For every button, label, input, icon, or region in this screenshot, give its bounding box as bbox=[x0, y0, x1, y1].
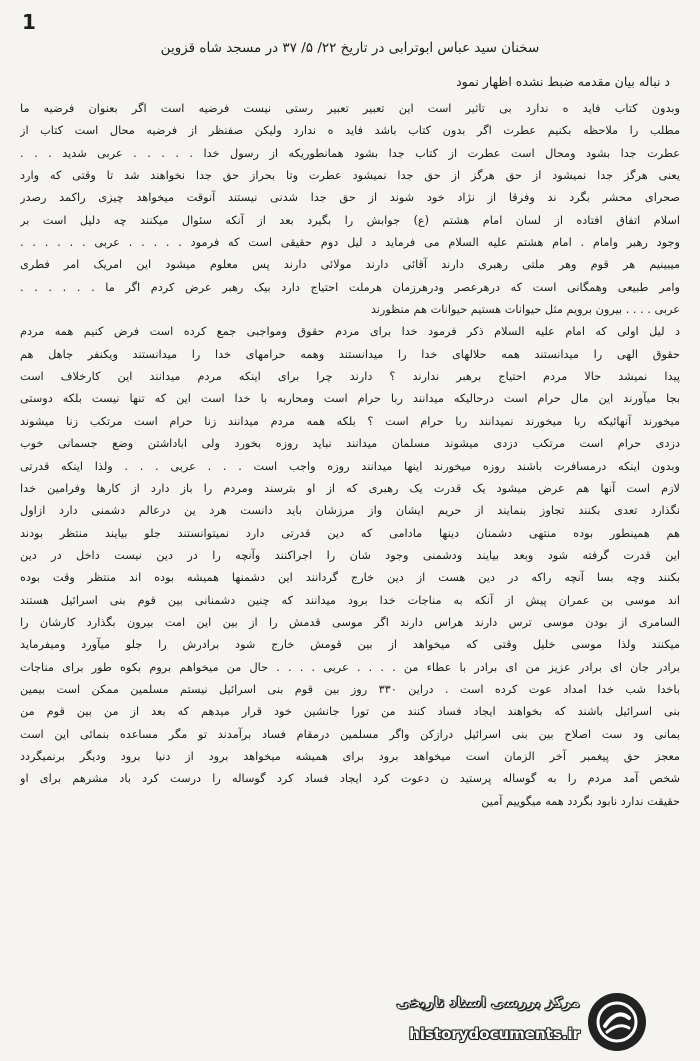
body-line: اند موسی بن عمران پیش از آنکه به مناجات خدا برود میدانند که چنین دشمنانی بین قوم بنی اسرائیل هستند bbox=[20, 593, 680, 607]
body-line: وبدون کتاب فاید ه ندارد بی تاثیر است این تعبیر تعبیر رستی نیست فرضیه است اگر بعنوان فرضیه ما bbox=[20, 102, 680, 115]
body-line: بنی اسرائیل باشند که بخواهند ایجاد فساد کنند من تورا جانشین خود قرار میدهم که بعد از من بین قوم من bbox=[20, 705, 680, 719]
body-line: هم همینطور بوده منتهی دشمنان دینها مادامی که دین قدرتی دارد نمیتوانستند جلو بیایند منتظر بودند bbox=[20, 526, 680, 540]
archive-logo-icon bbox=[588, 993, 646, 1051]
document-title: سخنان سید عباس ابوترابی در تاریخ ۲۲/ ۵/ ۳۷ در مسجد شاه قزوین bbox=[160, 40, 540, 56]
body-line: د لیل اولی که امام علیه السلام ذکر فرمود خدا برای مردم حقوق ومواجبی جمع کرده است فرض کنیم همه مردم bbox=[20, 325, 680, 339]
body-line: حقوق الهی را میدانستند همه حلالهای خدا را میدانستند وهمه حرامهای خدا را میدانستند ویکنفر جاهل هم bbox=[20, 347, 680, 361]
body-line: این قدرت گرفته شود وبعد بیایند ودشمنی وجود شان را اجراکنند وآنچه را در دین نیست داخل در دین bbox=[20, 548, 680, 562]
body-line: بکنند وچه بسا آنچه راکه در دین هست از دین خارج گردانند این دشمنها همیشه بوده اند منتظر وقت بوده bbox=[20, 571, 680, 585]
body-line: بجا میآورند این مال حرام است درحالیکه میدانند ربا حرام است ومحاربه با خدا است این که تنها نیست بلکه دوستی bbox=[20, 392, 680, 406]
body-line: بمانی ود ست اصلاح بین بنی اسرائیل درازکن واگر مسلمین درمقام فساد برآمدند تو مگر مساعده بنمائی این است bbox=[20, 727, 680, 741]
body-line: میبینیم هر قوم وهر ملتی رهبری دارند آقائی دارند مولائی دارند پس معلوم میشود این امریک امر فطری bbox=[20, 258, 680, 272]
body-line: مطلب را ملاحظه بکنیم عطرت اگر بدون کتاب باشد فاید ه ندارد ولیکن صفنظر از فرضیه محال است کتاب از bbox=[20, 124, 680, 138]
body-line: اسلام اتفاق افتاده از لسان امام هشتم (ع) جوابش را بگیرد بعد از آنکه سئوال میکنند چه دلیل است بر bbox=[20, 213, 680, 227]
body-line: باخدا شب خدا امداد عوت کرده است . دراین ۳۳۰ روز بین قوم بنی اسرائیل نیستم مسلمین ممکن است بیمین bbox=[20, 682, 680, 696]
body-line: برادر جان ای برادر عزیز من ای برادر با عطاء من . . . . عربی . . . . حال من میخواهم بروم بکوه طور برای مناجات bbox=[20, 660, 680, 674]
body-line: میخورند آنهائیکه ربا میخورند نمیدانند ربا حرام است ؟ بلکه همه مردم میدانند زنا حرام است مرتکب زنا میشوند bbox=[20, 414, 680, 428]
body-line: صحرای محشر بگرد ند وفرقا از نژاد خود شوند از حق جدا شدنی نیستند آنوقت میخواهد چیزی راکمد رصدر bbox=[20, 191, 680, 205]
body-line: معجز حق پیغمبر آخر الزمان است میخواهد برود برای همیشه میخواهد برود از دنیا برود ودیگر برنمیگردد bbox=[20, 749, 680, 763]
watermark bbox=[346, 991, 646, 1053]
body-line: نگذارد تعدی بکنند تجاوز بنمایند از حریم ایشان واز مرزشان باید دانست هرد ین درعالم دشمنی دارد ازاول bbox=[20, 504, 680, 518]
body-line: وبدون اینکه درمسافرت باشند روزه میخورند اینها میدانند روزه واجب است . . . عربی . . . ولذا اینکه قدرتی bbox=[20, 459, 680, 473]
body-line: شخص آمد مردم را به گوساله پرستید ن دعوت کرد ایجاد فساد کرد گوساله را درست کرد باد مشرهم برای او bbox=[20, 772, 680, 786]
body-line: پیدا نمیشد حالا مردم احتیاج برهبر ندارند ؟ دارند چرا برای اینکه مردم میدانند این کارخلاف است bbox=[20, 370, 680, 384]
body-line: حقیقت ندارد نابود بگردد همه میگوییم آمین bbox=[481, 794, 680, 808]
body-line: وامر طبیعی وهمگانی است که درهرعصر ودرهرزمان هرملت احتیاج دارد بیک رهبر عرض کردم اگر ما . . . . . . bbox=[20, 280, 680, 294]
document-body bbox=[20, 98, 680, 813]
intro-line: د نباله بیان مقدمه ضبط نشده اظهار نمود bbox=[456, 74, 670, 89]
body-line: السامری از بودن موسی ترس دارند هراس دارند اگر موسی قدمش را از بین این امت بیرون بگذارد کارشان را bbox=[20, 615, 680, 629]
body-line: میکنند ولذا موسی خلیل وقتی که میخواهد از بین قومش خارج شود برادرش را جلو میآورد ومیفرماید bbox=[20, 638, 680, 652]
body-line: یعنی هرگز جدا نمیشود از حق هرگز از حق جدا نمیشود عطرت وتا بحراز حق جدا نخواهند شد تا وقتی که وارد bbox=[20, 169, 680, 183]
body-line: عربی . . . . بیرون برویم مثل حیوانات هستیم حیوانات هم منظورند bbox=[370, 303, 680, 317]
body-line: عطرت جدا بشود ومحال است عطرت از کتاب جدا بشود همانطوریکه از رسول خدا . . . . . عربی شدید . . . bbox=[20, 146, 680, 160]
page-number: 1 bbox=[22, 10, 36, 34]
watermark-url: historydocuments.ir bbox=[409, 1025, 580, 1043]
body-line: وجود رهبر وامام . امام هشتم علیه السلام می فرماید د لیل دوم حقیقی است که فرمود . . . . . عربی . . . . . . bbox=[20, 236, 680, 250]
body-line: لازم است آنها هم عرض میشود یک قدرت یک رهبری که از او بترسند ومردم را باز دارد از کارها وفرامین خدا bbox=[20, 481, 680, 495]
watermark-org-name: مرکز بررسی اسناد تاریخی bbox=[396, 995, 580, 1011]
body-line: دزدی حرام است مرتکب دزدی میشوند مسلمان میدانند نباید روزه بخورد ولی اباداشتن وضع جسمانی خوب bbox=[20, 437, 680, 451]
